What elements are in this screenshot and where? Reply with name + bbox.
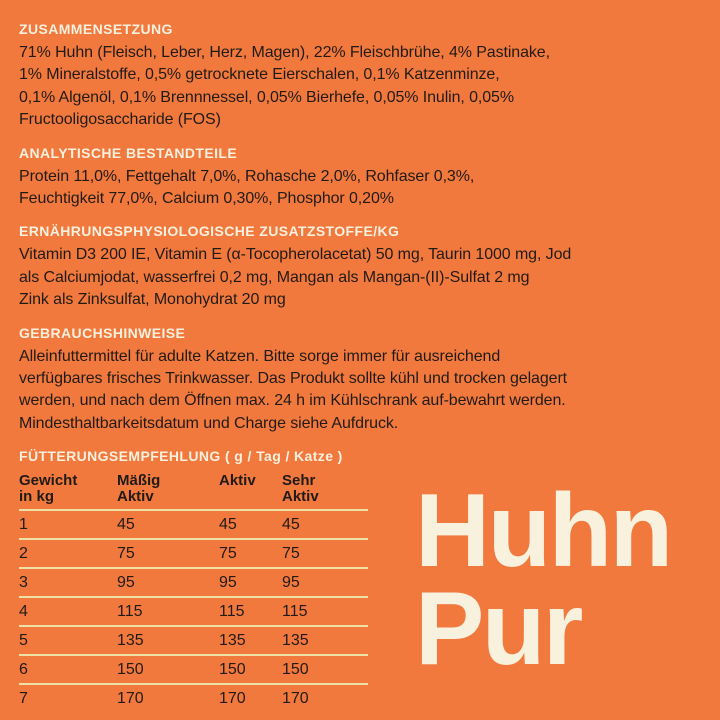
- table-cell: 75: [117, 545, 135, 563]
- column-header-line: Aktiv: [219, 472, 256, 490]
- section-zusammensetzung: [19, 20, 684, 132]
- table-cell: 6: [19, 661, 28, 679]
- analytische-bestandteile-heading: ANALYTISCHE BESTANDTEILE: [19, 144, 238, 161]
- table-cell: 115: [117, 603, 143, 621]
- table-row: [19, 568, 368, 597]
- gebrauchshinweise-line: werden, und nach dem Öffnen max. 24 h im Kühlschrank auf-bewahrt werden.: [19, 392, 566, 410]
- table-cell: 135: [282, 632, 309, 650]
- column-header-sehr-aktiv: [282, 473, 368, 510]
- zusatzstoffe-line: Zink als Zinksulfat, Monohydrat 20 mg: [19, 291, 286, 309]
- table-cell: 2: [19, 545, 28, 563]
- table-cell: 45: [282, 516, 300, 534]
- table-cell: 45: [219, 516, 237, 534]
- table-cell: 150: [282, 661, 309, 679]
- table-row: [19, 597, 368, 626]
- table-cell: 150: [117, 661, 144, 679]
- table-cell: 95: [219, 574, 237, 592]
- section-zusatzstoffe: [19, 222, 684, 311]
- table-cell: 135: [219, 632, 246, 650]
- table-cell: 7: [19, 690, 28, 708]
- zusammensetzung-heading: ZUSAMMENSETZUNG: [19, 21, 173, 37]
- table-cell: 75: [219, 545, 237, 563]
- table-cell: 170: [219, 690, 246, 708]
- product-name-line2: Pur: [415, 571, 581, 687]
- analytische-bestandteile-line: Feuchtigkeit 77,0%, Calcium 0,30%, Phosphor 0,20%: [19, 190, 394, 208]
- table-row: [19, 626, 368, 655]
- table-row: [19, 539, 368, 568]
- column-header-aktiv: [219, 473, 282, 510]
- column-header-gewicht: [19, 473, 117, 510]
- table-cell: 3: [19, 574, 28, 592]
- analytische-bestandteile-line: Protein 11,0%, Fettgehalt 7,0%, Rohasche 2,0%, Rohfaser 0,3%,: [19, 167, 475, 185]
- gebrauchshinweise-heading: GEBRAUCHSHINWEISE: [19, 324, 186, 341]
- section-gebrauchshinweise: [19, 324, 684, 436]
- zusatzstoffe-line: Vitamin D3 200 IE, Vitamin E (α-Tocopherolacetat) 50 mg, Taurin 1000 mg, Jod: [19, 246, 572, 264]
- table-cell: 95: [117, 574, 135, 592]
- table-cell: 150: [219, 661, 246, 679]
- table-cell: 170: [282, 690, 309, 708]
- column-header-line: Sehr: [282, 472, 316, 490]
- product-name: [415, 473, 671, 687]
- fuetterungsempfehlung-heading: FÜTTERUNGSEMPFEHLUNG ( g / Tag / Katze ): [19, 448, 343, 465]
- feeding-table-header-row: [19, 473, 368, 510]
- table-row: [19, 684, 368, 712]
- zusatzstoffe-heading: ERNÄHRUNGSPHYSIOLOGISCHE ZUSATZSTOFFE/KG: [19, 223, 400, 240]
- table-cell: 45: [117, 516, 135, 534]
- column-header-line: in kg: [19, 488, 55, 506]
- column-header-maessig-aktiv: [117, 473, 219, 510]
- gebrauchshinweise-line: Alleinfuttermittel für adulte Katzen. Bitte sorge immer für ausreichend: [19, 347, 501, 365]
- column-header-line: Aktiv: [282, 488, 319, 506]
- zusatzstoffe-line: als Calciumjodat, wasserfrei 0,2 mg, Mangan als Mangan-(II)-Sulfat 2 mg: [19, 268, 530, 286]
- table-cell: 115: [282, 603, 308, 621]
- feeding-table: [19, 473, 368, 712]
- table-cell: 1: [19, 516, 28, 534]
- zusammensetzung-line: 1% Mineralstoffe, 0,5% getrocknete Eierschalen, 0,1% Katzenminze,: [19, 66, 500, 84]
- gebrauchshinweise-line: Mindesthaltbarkeitsdatum und Charge siehe Aufdruck.: [19, 414, 399, 432]
- table-cell: 115: [219, 603, 245, 621]
- table-row: [19, 655, 368, 684]
- gebrauchshinweise-line: verfügbares frisches Trinkwasser. Das Produkt sollte kühl und trocken gelagert: [19, 370, 568, 388]
- table-cell: 75: [282, 545, 300, 563]
- table-cell: 135: [117, 632, 144, 650]
- table-cell: 4: [19, 603, 28, 621]
- zusammensetzung-line: 71% Huhn (Fleisch, Leber, Herz, Magen), 22% Fleischbrühe, 4% Pastinake,: [19, 44, 550, 61]
- column-header-line: Gewicht: [19, 472, 78, 490]
- zusammensetzung-line: 0,1% Algenöl, 0,1% Brennnessel, 0,05% Bierhefe, 0,05% Inulin, 0,05%: [19, 88, 514, 106]
- product-name-line1: Huhn: [415, 473, 671, 589]
- table-row: [19, 510, 368, 539]
- column-header-line: Aktiv: [117, 488, 154, 506]
- table-cell: 170: [117, 690, 144, 708]
- table-cell: 95: [282, 574, 300, 592]
- zusammensetzung-line: Fructooligosaccharide (FOS): [19, 111, 221, 129]
- section-analytische-bestandteile: [19, 144, 684, 211]
- column-header-line: Mäßig: [117, 472, 161, 490]
- table-cell: 5: [19, 632, 28, 650]
